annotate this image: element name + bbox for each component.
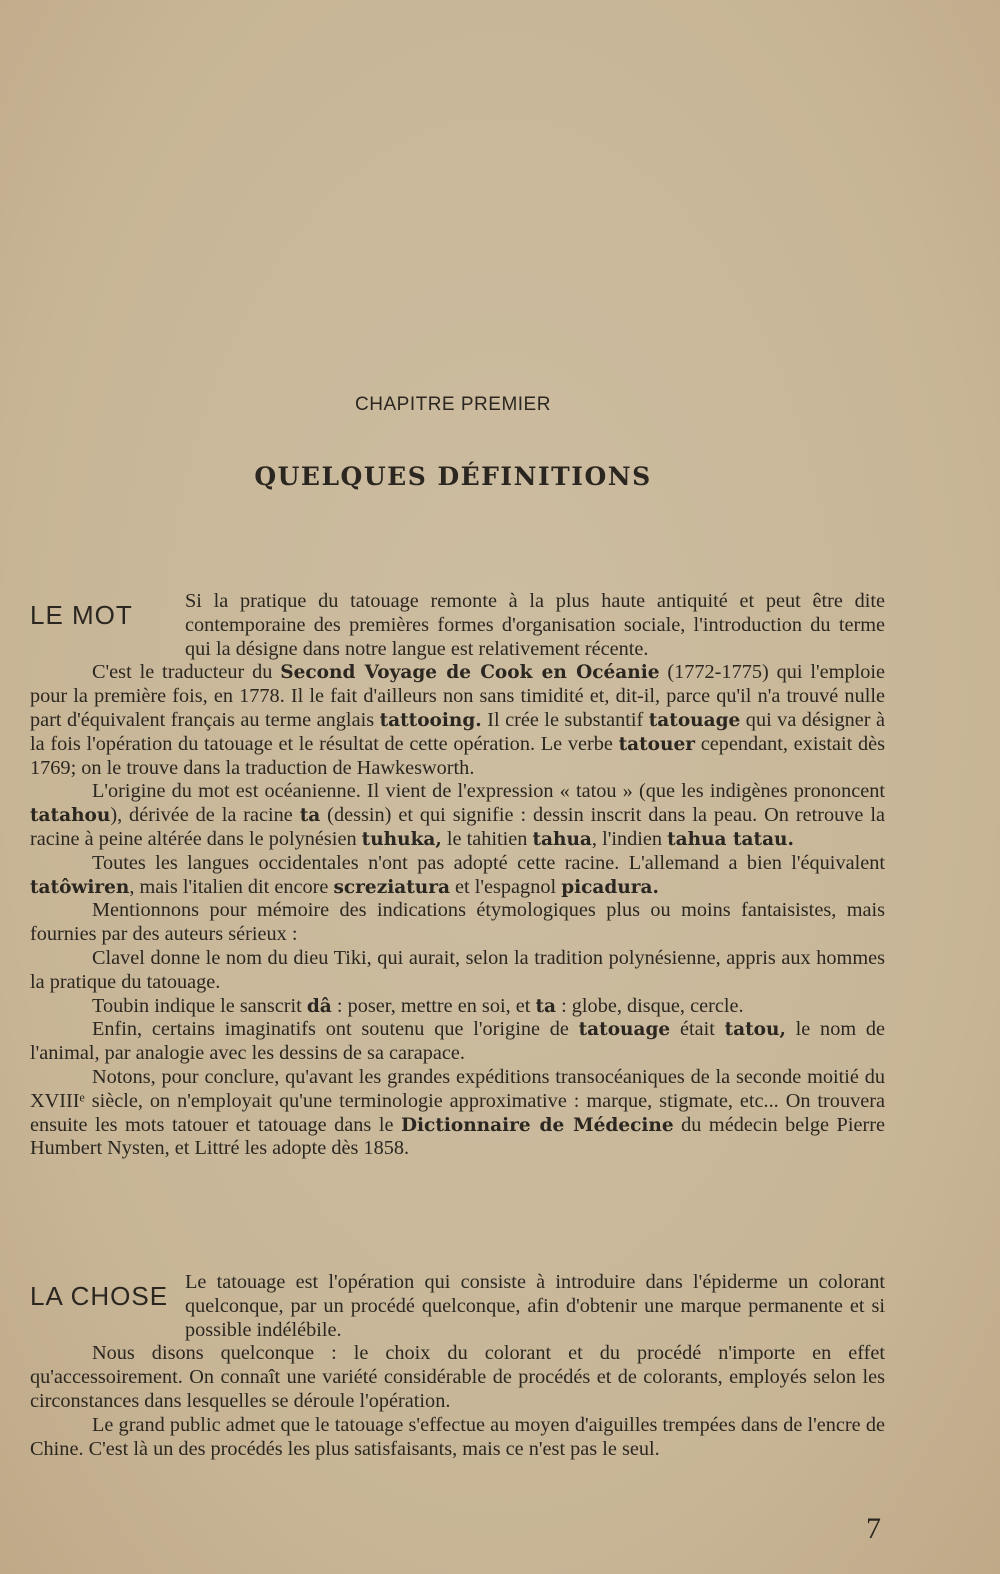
text-run: , mais l'italien dit encore xyxy=(129,875,334,898)
bold-term: picadura. xyxy=(561,876,659,898)
chapter-title: QUELQUES DÉFINITIONS xyxy=(254,462,652,491)
paragraph xyxy=(30,852,885,900)
bold-term: Dictionnaire de Médecine xyxy=(400,1114,674,1136)
page-number: 7 xyxy=(866,1512,881,1545)
bold-term: tatouer xyxy=(618,733,695,755)
paragraph xyxy=(30,899,885,947)
paragraph xyxy=(30,947,885,995)
bold-term: screziatura xyxy=(333,876,450,898)
chapter-label: CHAPITRE PREMIER xyxy=(355,394,551,415)
bold-term: tahua xyxy=(532,828,592,850)
bold-term: tatouage xyxy=(578,1019,671,1041)
text-run: et l'espagnol xyxy=(449,875,562,898)
text-run: (1772-1775) qui l'emploie pour la première fois, en 1778. Il le fait d'ailleurs non sans timidité et, dit-il, parce qu'il n'a trouvé nulle part d'équivalent français au terme anglais xyxy=(30,661,885,731)
text-run: L'origine du mot est océanienne. Il vient de l'expression « tatou » (que les indigènes prononcent xyxy=(92,780,885,803)
paragraph xyxy=(30,1066,885,1161)
text-run: était xyxy=(670,1018,725,1041)
section-heading: LA CHOSE xyxy=(30,1281,169,1311)
bold-term: tatouage xyxy=(648,709,741,731)
paragraph xyxy=(30,1414,885,1462)
bold-term: dâ xyxy=(306,995,332,1017)
bold-term: tatôwiren xyxy=(30,876,130,898)
text-run: (dessin) et qui signifie : dessin inscrit dans la peau. On retrouve la racine à peine altérée dans le polynésien xyxy=(30,804,885,850)
text-run: qui va désigner à la fois l'opération du tatouage et le résultat de cette opération. Le verbe xyxy=(30,708,885,755)
text-run: : poser, mettre en soi, et xyxy=(331,994,536,1017)
text-run: Toutes les langues occidentales n'ont pas adopté cette racine. L'allemand a bien l'équivalent xyxy=(92,851,885,874)
text-run: Si la pratique du tatouage remonte à la plus haute antiquité et peut être dite contemporaine des premières formes d'organisation sociale, l'introduction du terme qui la désigne dans notre langue est relativement récente. xyxy=(185,590,885,660)
text-run: le tahitien xyxy=(441,827,533,850)
text-run: du médecin belge Pierre Humbert Nysten, et Littré les adopte dès 1858. xyxy=(30,1113,885,1160)
text-run: Toubin indique le sanscrit xyxy=(92,994,307,1017)
text-run: Il crée le substantif xyxy=(481,708,649,731)
bold-term: tahua tatau. xyxy=(667,828,794,850)
bold-term: tattooing. xyxy=(379,709,482,731)
text-run: ), dérivée de la racine xyxy=(110,804,300,827)
paragraph xyxy=(30,1342,885,1413)
text-run: cependant, existait dès 1769; on le trouve dans la traduction de Hawkesworth. xyxy=(30,732,885,779)
paragraph xyxy=(30,780,885,851)
text-run: Clavel donne le nom du dieu Tiki, qui aurait, selon la tradition polynésienne, appris aux hommes la pratique du tatouage. xyxy=(30,946,885,993)
text-run: , l'indien xyxy=(591,827,668,850)
bold-term: tatou, xyxy=(724,1019,786,1041)
text-run: Notons, pour conclure, qu'avant les grandes expéditions transocéaniques de la seconde moitié du XVIIIᵉ siècle, on n'employait qu'une terminologie approximative : marque, stigmate, etc... On trouvera ensuite les mots tatouer et tatouage dans le xyxy=(30,1065,885,1136)
bold-term: ta xyxy=(535,995,556,1017)
text-run: le nom de l'animal, par analogie avec les dessins de sa carapace. xyxy=(30,1018,886,1065)
paragraph xyxy=(30,661,885,780)
bold-term: tatahou xyxy=(30,805,111,827)
bold-term: ta xyxy=(299,805,321,827)
paragraph xyxy=(30,1018,885,1066)
section-heading: LE MOT xyxy=(30,600,133,630)
text-run: Le tatouage est l'opération qui consiste à introduire dans l'épiderme un colorant quelconque, par un procédé quelconque, afin d'obtenir une marque permanente et si possible indélébile. xyxy=(185,1271,885,1341)
text-run: : globe, disque, cercle. xyxy=(556,994,744,1017)
text-run: Enfin, certains imaginatifs ont soutenu que l'origine de xyxy=(92,1018,579,1041)
paragraph xyxy=(30,995,885,1019)
bold-term: Second Voyage de Cook en Océanie xyxy=(280,662,660,684)
text-run: Mentionnons pour mémoire des indications étymologiques plus ou moins fantaisistes, mais fournies par des auteurs sérieux : xyxy=(30,899,885,946)
text-run: Nous disons quelconque : le choix du colorant et du procédé n'importe en effet qu'accessoirement. On connaît une variété considérable de procédés et de colorants, employés selon les circonstances dans lesquelles se déroule l'opération. xyxy=(30,1342,885,1412)
text-run: C'est le traducteur du xyxy=(92,661,281,684)
section-la-chose xyxy=(30,1271,885,1461)
bold-term: tuhuka, xyxy=(361,828,442,850)
text-run: Le grand public admet que le tatouage s'effectue au moyen d'aiguilles trempées dans de l'encre de Chine. C'est là un des procédés les plus satisfaisants, mais ce n'est pas le seul. xyxy=(30,1413,885,1460)
section-le-mot xyxy=(30,590,885,1161)
